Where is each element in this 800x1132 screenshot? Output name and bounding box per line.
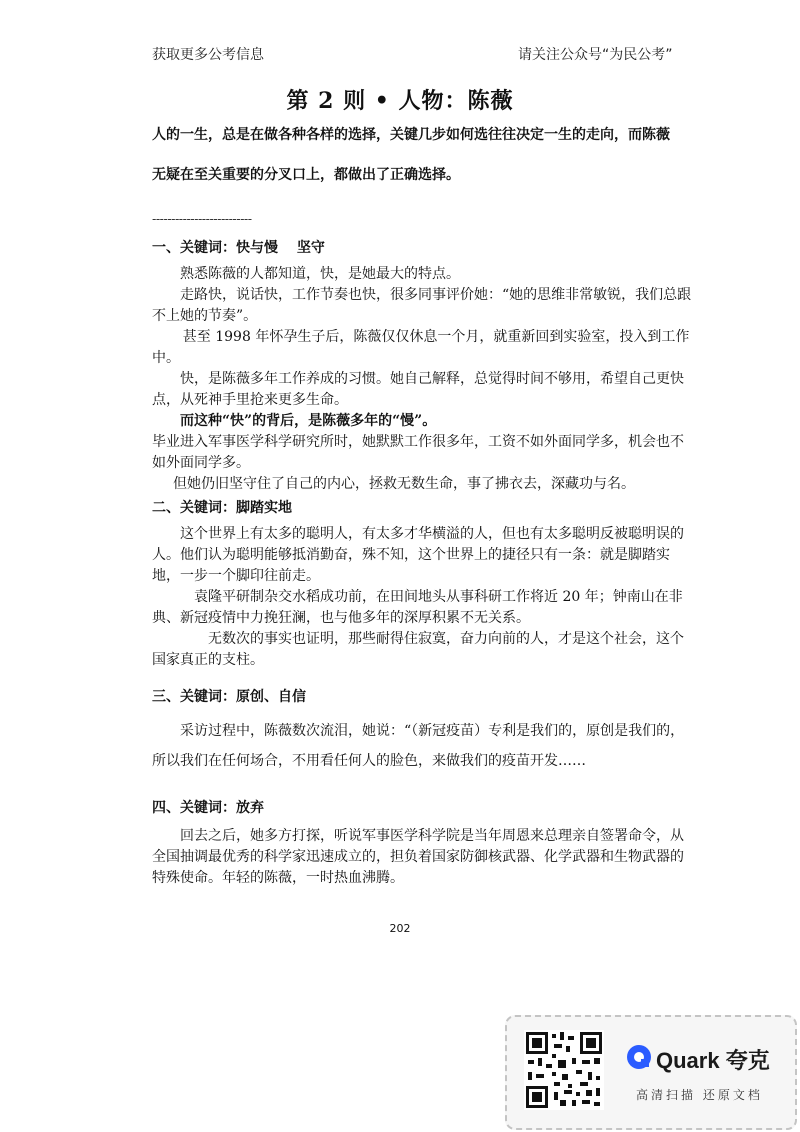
section-body-2 [152, 524, 692, 671]
intro-line-2: 无疑在至关重要的分叉口上，都做出了正确选择。 [152, 167, 460, 183]
section-body-3 [152, 716, 692, 776]
divider: -------------------------- [152, 212, 252, 226]
quark-tagline: 高清扫描 还原文档 [636, 1088, 763, 1102]
page-number: 202 [389, 922, 411, 935]
header-left-text: 获取更多公考信息 [152, 47, 264, 63]
paragraph: 快，是陈薇多年工作养成的习惯。她自己解释，总觉得时间不够用，希望自己更快点，从死神手里抢来更多生命。 [152, 371, 684, 408]
paragraph: 袁隆平研制杂交水稻成功前，在田间地头从事科研工作将近 20 年；钟南山在非典、新冠疫情中力挽狂澜，也与他多年的深厚积累不无关系。 [152, 589, 683, 626]
header-right-text: 请关注公众号“为民公考” [518, 47, 673, 63]
paragraph: 熟悉陈薇的人都知道，快，是她最大的特点。 [180, 266, 460, 282]
paragraph: 走路快，说话快，工作节奏也快，很多同事评价她：“她的思维非常敏锐，我们总跟不上她的节奏”。 [152, 287, 692, 324]
quark-logo-icon [626, 1044, 652, 1070]
quark-brand-text: Quark 夸克 [656, 1048, 770, 1073]
section-heading-4: 四、关键词：放弃 [152, 800, 264, 816]
section-heading-2: 二、关键词：脚踏实地 [152, 500, 292, 516]
section-heading-3: 三、关键词：原创、自信 [152, 689, 306, 705]
paragraph: 这个世界上有太多的聪明人，有太多才华横溢的人，但也有太多聪明反被聪明误的人。他们认为聪明能够抵消勤奋，殊不知，这个世界上的捷径只有一条：就是脚踏实地，一步一个脚印往前走。 [152, 526, 684, 584]
paragraph-bold: 而这种“快”的背后，是陈薇多年的“慢”。 [180, 413, 437, 429]
intro-line-1: 人的一生，总是在做各种各样的选择，关键几步如何选往往决定一生的走向，而陈薇 [152, 127, 670, 143]
paragraph: 回去之后，她多方打探，听说军事医学科学院是当年周恩来总理亲自签署命令，从全国抽调最优秀的科学家迅速成立的，担负着国家防御核武器、化学武器和生物武器的特殊使命。年轻的陈薇，一时热血沸腾。 [152, 828, 684, 886]
qr-code-icon [524, 1030, 604, 1110]
paragraph: 采访过程中，陈薇数次流泪，她说：“（新冠疫苗）专利是我们的，原创是我们的，所以我们在任何场合，不用看任何人的脸色，来做我们的疫苗开发…… [152, 723, 685, 769]
paragraph: 但她仍旧坚守住了自己的内心，拯救无数生命，事了拂衣去，深藏功与名。 [173, 476, 635, 492]
paragraph: 无数次的事实也证明，那些耐得住寂寞，奋力向前的人，才是这个社会，这个国家真正的支柱。 [152, 631, 684, 668]
paragraph: 毕业进入军事医学科学研究所时，她默默工作很多年，工资不如外面同学多，机会也不如外面同学多。 [152, 434, 684, 471]
section-body-1 [152, 264, 692, 495]
section-body-4 [152, 826, 692, 889]
section-heading-1: 一、关键词：快与慢 坚守 [152, 240, 325, 256]
page-title: 第 2 则 • 人物：陈薇 [286, 88, 514, 114]
paragraph: 甚至 1998 年怀孕生子后，陈薇仅仅休息一个月，就重新回到实验室，投入到工作中。 [152, 329, 690, 366]
